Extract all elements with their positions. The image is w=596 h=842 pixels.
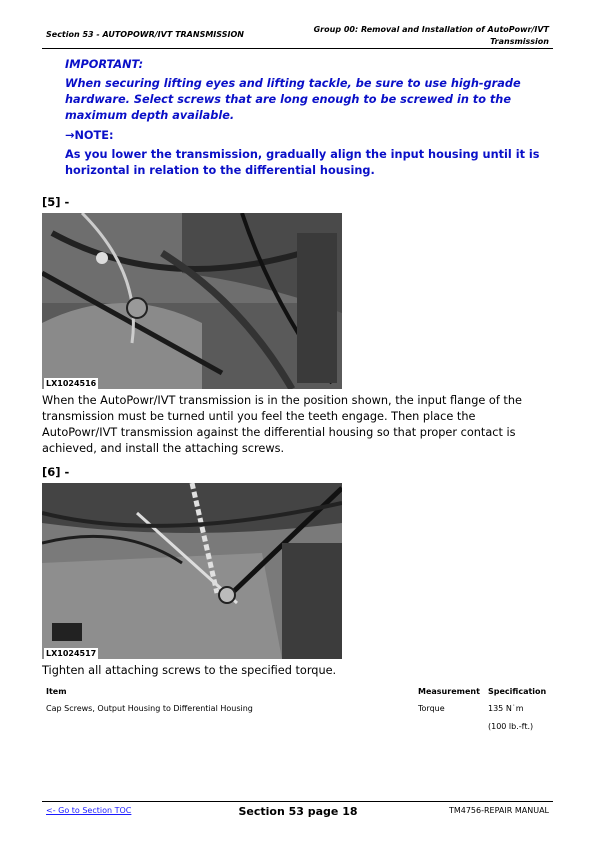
- section-title: Section 53 - AUTOPOWR/IVT TRANSMISSION: [46, 30, 244, 39]
- group-title-line2: Transmission: [490, 37, 549, 46]
- footer-divider: [42, 801, 553, 802]
- important-label: IMPORTANT:: [65, 58, 144, 71]
- spec-value-imperial: (100 lb.-ft.): [488, 722, 534, 731]
- step-6-label: [6] -: [42, 465, 70, 479]
- step-6-photo-caption: LX1024517: [46, 649, 97, 658]
- table-row: [42, 699, 554, 735]
- step-6-photo: [42, 483, 342, 659]
- section-toc-link[interactable]: <- Go to Section TOC: [46, 806, 132, 815]
- column-header-specification: Specification: [488, 687, 547, 696]
- torque-spec-table: [42, 684, 554, 735]
- step-5-text: When the AutoPowr/IVT transmission is in the position shown, the input flange of the transmission must be turned until you feel the teeth engage. Then place the AutoPowr/IVT transmission against the differential housing so that proper contact is achieved, and install the attaching screws.: [42, 394, 522, 455]
- spec-measurement: Torque: [418, 704, 445, 713]
- page-number: Section 53 page 18: [238, 805, 358, 818]
- spec-item: Cap Screws, Output Housing to Differential Housing: [46, 704, 253, 713]
- group-title: [289, 24, 549, 48]
- step-5-photo-caption: LX1024516: [46, 379, 97, 388]
- step-6-text: Tighten all attaching screws to the specified torque.: [42, 664, 337, 677]
- step-5-photo: [42, 213, 342, 389]
- column-header-item: Item: [46, 687, 67, 696]
- spec-value-metric: 135 N˙m: [488, 704, 524, 713]
- note-text: As you lower the transmission, gradually align the input housing until it is horizontal in relation to the differential housing.: [65, 148, 540, 177]
- manual-name: TM4756-REPAIR MANUAL: [448, 806, 549, 815]
- spec-value: [484, 699, 554, 735]
- column-header-measurement: Measurement: [418, 687, 480, 696]
- step-5-label: [5] -: [42, 195, 70, 209]
- note-label: →NOTE:: [65, 129, 114, 142]
- header-divider: [42, 48, 553, 49]
- group-title-line1: Group 00: Removal and Installation of AutoPowr/IVT: [313, 25, 549, 34]
- important-text: When securing lifting eyes and lifting tackle, be sure to use high-grade hardware. Select screws that are long enough to be screwed in to the maximum depth available.: [65, 77, 521, 122]
